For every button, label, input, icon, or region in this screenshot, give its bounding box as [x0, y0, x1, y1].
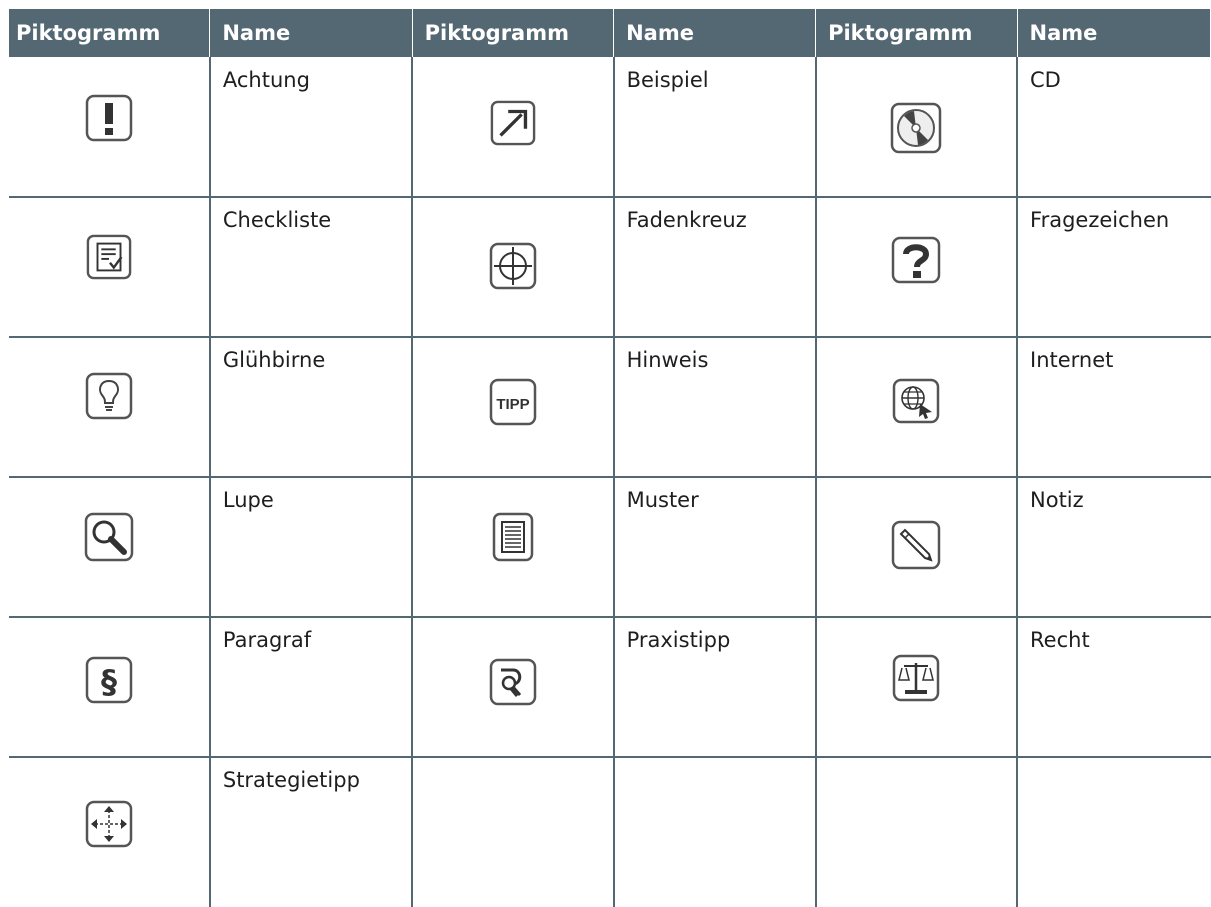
svg-text:§: § [100, 663, 117, 701]
tipp-icon [489, 378, 537, 426]
pictogram-name: Hinweis [614, 337, 816, 477]
table-row [9, 477, 1211, 617]
pictogram-name: Recht [1017, 617, 1210, 757]
strategy-arrows-icon [85, 800, 133, 848]
pictogram-name: Achtung [210, 58, 412, 198]
pictogram-cell [412, 58, 613, 198]
pictogram-name: Beispiel [614, 58, 816, 198]
table-row [9, 757, 1211, 907]
internet-icon [892, 378, 940, 424]
question-mark-icon [891, 236, 941, 284]
pictogram-cell [816, 197, 1017, 337]
pictogram-cell [816, 617, 1017, 757]
header-name: Name [210, 9, 412, 58]
pictogram-cell [816, 477, 1017, 617]
magnifier-icon [84, 512, 134, 562]
pencil-icon [891, 520, 941, 570]
empty-cell [1017, 757, 1210, 907]
pictogram-name: Paragraf [210, 617, 412, 757]
header-pictogram: Piktogramm [412, 9, 613, 58]
pictogram-table [8, 8, 1211, 907]
cd-icon [890, 102, 942, 154]
pictogram-cell [9, 617, 210, 757]
pictogram-cell [412, 477, 613, 617]
pictogram-name: Fadenkreuz [614, 197, 816, 337]
pictogram-name: CD [1017, 58, 1210, 198]
pictogram-name: Internet [1017, 337, 1210, 477]
header-row [9, 9, 1211, 58]
svg-text:TIPP: TIPP [496, 396, 530, 413]
crosshair-icon [489, 242, 537, 290]
pictogram-cell [412, 337, 613, 477]
pictogram-cell [816, 337, 1017, 477]
pictogram-cell [9, 58, 210, 198]
pictogram-name: Glühbirne [210, 337, 412, 477]
pictogram-name: Praxistipp [614, 617, 816, 757]
pictogram-cell [9, 197, 210, 337]
table-row [9, 337, 1211, 477]
pictogram-cell [9, 757, 210, 907]
header-pictogram: Piktogramm [9, 9, 210, 58]
pictogram-name: Checkliste [210, 197, 412, 337]
pictogram-name: Strategietipp [210, 757, 412, 907]
empty-cell [816, 757, 1017, 907]
table-row [9, 58, 1211, 198]
header-name: Name [614, 9, 816, 58]
pictogram-name: Notiz [1017, 477, 1210, 617]
exclamation-icon [85, 94, 133, 142]
pictogram-name: Fragezeichen [1017, 197, 1210, 337]
pictogram-name: Lupe [210, 477, 412, 617]
document-pattern-icon [492, 512, 534, 562]
practice-tip-icon [489, 658, 537, 706]
pictogram-cell [412, 617, 613, 757]
table-row [9, 197, 1211, 337]
pictogram-name: Muster [614, 477, 816, 617]
pictogram-cell [816, 58, 1017, 198]
table-row [9, 617, 1211, 757]
empty-cell [614, 757, 816, 907]
empty-cell [412, 757, 613, 907]
arrow-up-right-icon [490, 100, 536, 146]
checklist-icon [86, 234, 132, 280]
paragraph-icon [85, 656, 133, 704]
light-bulb-icon [85, 372, 133, 420]
scales-icon [892, 654, 940, 702]
pictogram-cell [9, 337, 210, 477]
pictogram-cell [9, 477, 210, 617]
pictogram-cell [412, 197, 613, 337]
header-pictogram: Piktogramm [816, 9, 1017, 58]
header-name: Name [1017, 9, 1210, 58]
